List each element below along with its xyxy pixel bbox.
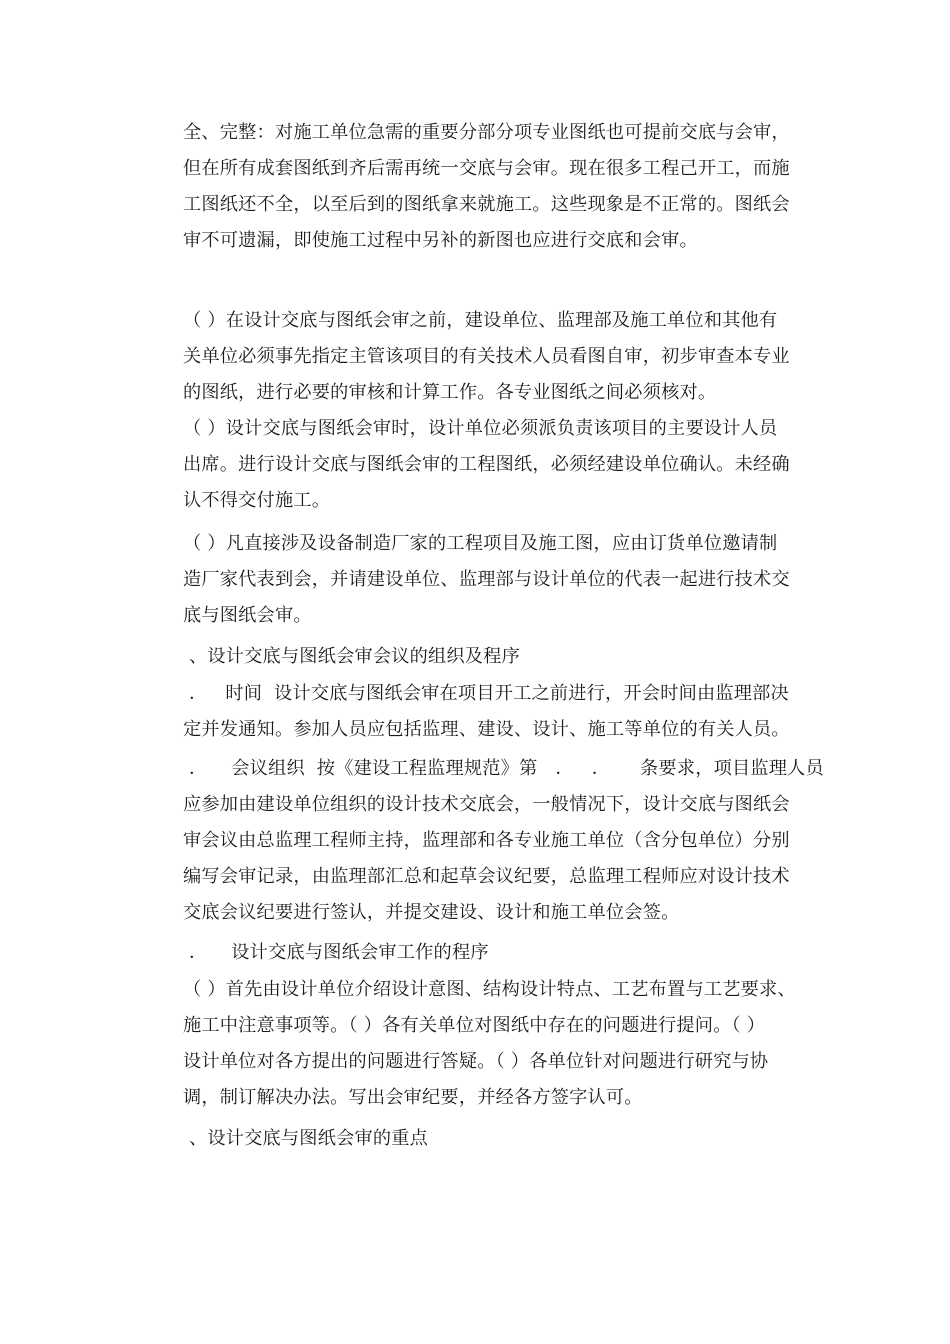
section-heading: 、设计交底与图纸会审会议的组织及程序 — [183, 646, 520, 667]
paragraph-line: ． 时间 设计交底与图纸会审在项目开工之前进行，开会时间由监理部决 — [183, 683, 789, 704]
paragraph-line: 出席。进行设计交底与图纸会审的工程图纸，必须经建设单位确认。未经确 — [183, 454, 790, 475]
paragraph-line: 工图纸还不全，以至后到的图纸拿来就施工。这些现象是不正常的。图纸会 — [183, 194, 790, 215]
paragraph-line: （ ）首先由设计单位介绍设计意图、结构设计特点、工艺布置与工艺要求、 — [183, 979, 796, 1000]
paragraph-line: 的图纸，进行必要的审核和计算工作。各专业图纸之间必须核对。 — [183, 382, 717, 403]
paragraph-line: 定并发通知。参加人员应包括监理、建设、设计、施工等单位的有关人员。 — [183, 719, 790, 740]
paragraph-line: 底与图纸会审。 — [183, 605, 312, 626]
subsection-heading: ． 设计交底与图纸会审工作的程序 — [183, 942, 489, 963]
paragraph-line: 应参加由建设单位组织的设计技术交底会，一般情况下，设计交底与图纸会 — [183, 794, 790, 815]
paragraph-line: （ ）设计交底与图纸会审时，设计单位必须派负责该项目的主要设计人员 — [183, 418, 778, 439]
paragraph-line: 施工中注意事项等。（ ）各有关单位对图纸中存在的问题进行提问。（ ） — [183, 1015, 766, 1036]
paragraph-line: 认不得交付施工。 — [183, 490, 331, 511]
paragraph-line: 但在所有成套图纸到齐后需再统一交底与会审。现在很多工程己开工，而施 — [183, 158, 790, 179]
paragraph-line: 调，制订解决办法。写出会审纪要，并经各方签字认可。 — [183, 1087, 643, 1108]
paragraph-line: ． 会议组织 按《建设工程监理规范》第 ． ． 条要求，项目监理人员 — [183, 758, 824, 779]
paragraph-line: 审会议由总监理工程师主持，监理部和各专业施工单位（含分包单位）分别 — [183, 830, 790, 851]
paragraph-line: 全、完整：对施工单位急需的重要分部分项专业图纸也可提前交底与会审， — [183, 122, 790, 143]
paragraph-line: （ ）在设计交底与图纸会审之前，建设单位、监理部及施工单位和其他有 — [183, 310, 778, 331]
paragraph-line: 审不可遗漏，即使施工过程中另补的新图也应进行交底和会审。 — [183, 230, 698, 251]
paragraph-line: 关单位必须事先指定主管该项目的有关技术人员看图自审，初步审查本专业 — [183, 346, 790, 367]
paragraph-line: 编写会审记录，由监理部汇总和起草会议纪要，总监理工程师应对设计技术 — [183, 866, 790, 887]
paragraph-line: 交底会议纪要进行签认，并提交建设、设计和施工单位会签。 — [183, 902, 680, 923]
paragraph-line: 造厂家代表到会，并请建设单位、监理部与设计单位的代表一起进行技术交 — [183, 569, 790, 590]
paragraph-line: （ ）凡直接涉及设备制造厂家的工程项目及施工图，应由订货单位邀请制 — [183, 533, 778, 554]
section-heading: 、设计交底与图纸会审的重点 — [183, 1128, 429, 1149]
paragraph-line: 设计单位对各方提出的问题进行答疑。（ ）各单位针对问题进行研究与协 — [183, 1051, 769, 1072]
